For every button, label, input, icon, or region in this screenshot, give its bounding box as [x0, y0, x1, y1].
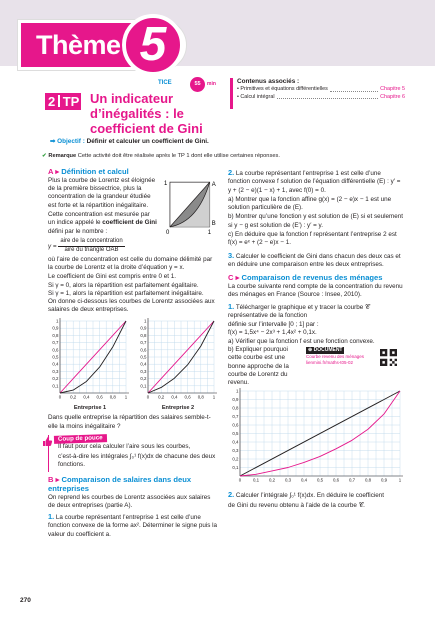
x-tick-label: 0,5 — [316, 477, 324, 483]
question-text: La courbe représentant l’entreprise 1 est celle d’une fonction convexe f solution de l’équation différentielle (E) : y′ = y + (2 − e)(1 − x) + 1, avec f(0) = 0. — [228, 170, 401, 194]
numerator: aire de la concentration — [58, 238, 124, 247]
document-tag: ⊕ DOCUMENT — [308, 347, 343, 354]
x-tick-label: 0,8 — [109, 394, 116, 400]
theme-number: 5 — [122, 14, 184, 76]
y-tick-label: 0,4 — [52, 361, 59, 367]
paragraph: Si γ = 0, alors la répartition est parfaitement égalitaire. — [48, 281, 199, 289]
y-tick-label: 1 — [144, 318, 147, 324]
question — [228, 490, 404, 500]
section-letter: B — [48, 475, 54, 485]
section-a-title — [48, 168, 218, 177]
section-title-text: Comparaison de revenus des ménages — [241, 273, 383, 283]
contenus-item-label: • Calcul intégral — [237, 93, 275, 100]
check-icon: ✔ — [42, 153, 47, 159]
y-tick-label: 1 — [236, 388, 239, 394]
y-tick-label: 0,7 — [232, 414, 239, 420]
left-column — [48, 168, 218, 540]
remarque-text: Cette activité doit être réalisée après le TP 1 dont elle utilise certaines réponses. — [77, 153, 280, 159]
dot-leader — [330, 86, 378, 91]
sub-question-line: revenu. — [228, 379, 250, 387]
x-tick-label: 0 — [58, 394, 62, 400]
y-tick-label: 0,1 — [232, 465, 239, 471]
question-line: définie sur l’intervalle [0 ; 1] par : — [228, 321, 319, 329]
fraction — [58, 238, 124, 255]
label-y-one: 1 — [164, 180, 168, 187]
x-tick-label: 0,6 — [184, 394, 191, 400]
section-c-title — [228, 274, 404, 283]
x-tick-label: 1 — [212, 394, 216, 400]
question-line: de Gini du revenu obtenu à l’aide de la courbe 𝒞. — [228, 501, 365, 509]
y-tick-label: 0,7 — [140, 339, 147, 345]
denominator: aire du triangle OAB — [64, 246, 119, 253]
document-link[interactable]: Courbe revenu des ménages lienmini.fr/maths-t05-02 — [306, 354, 365, 365]
label-origin: 0 — [166, 229, 170, 236]
sub-question-line: courbe de Lorentz du — [228, 370, 288, 378]
dot-leader — [277, 94, 379, 99]
x-tick-label: 1 — [124, 394, 128, 400]
question-number: 1. — [48, 512, 55, 522]
x-tick-label: 0,1 — [252, 477, 260, 483]
chart-entreprise-2 — [136, 316, 220, 402]
chart-entreprise-1 — [48, 316, 132, 402]
section-a-text — [48, 177, 157, 237]
tp-label: TP — [62, 94, 80, 109]
question: Dans quelle entreprise la répartition des salaires semble-t-elle la moins inégalitaire ? — [48, 414, 211, 430]
x-tick-label: 0,4 — [83, 394, 90, 400]
y-tick-label: 0,6 — [140, 346, 147, 352]
document-box[interactable] — [306, 346, 404, 386]
question — [48, 512, 218, 539]
contenus-item[interactable] — [237, 94, 405, 101]
y-tick-label: 0,8 — [232, 405, 239, 411]
y-tick-label: 0,3 — [52, 368, 59, 374]
paragraph: Si γ = 1, alors la répartition est parfaitement inégalitaire. — [48, 289, 204, 297]
x-tick-label: 0,6 — [96, 394, 103, 400]
function-def: f(x) = 1,5x⁴ − 2x³ + 1,4x² + 0,1x. — [228, 329, 317, 337]
revenu-menages-chart — [228, 387, 404, 485]
sub-question-line: b) Expliquer pourquoi — [228, 346, 288, 354]
timer-unit: min — [207, 81, 216, 87]
question-number: 3. — [228, 250, 235, 260]
text: Cette concentration est mesurée par un indice appelé le — [48, 210, 150, 227]
section-letter: A — [48, 167, 54, 176]
contenus-item-label: • Primitives et équations différentielles — [237, 86, 328, 93]
paragraph: On reprend les courbes de Lorentz associées aux salaires de deux entreprises (partie A). — [48, 493, 211, 509]
triangle-icon: ▸ — [55, 475, 60, 485]
y-tick-label: 0,2 — [232, 456, 239, 462]
sub-question: a) Vérifier que la fonction f est une fonction convexe. — [228, 337, 375, 345]
right-column — [228, 168, 404, 511]
question-number: 2. — [228, 168, 235, 177]
coup-de-pouce-box — [48, 435, 218, 472]
sub-question-b-block — [228, 346, 404, 386]
y-tick-label: 0,5 — [140, 354, 147, 360]
x-tick-label: 0,6 — [332, 477, 340, 483]
contenus-item[interactable] — [237, 86, 405, 93]
x-tick-label: 0,8 — [197, 394, 204, 400]
question — [228, 168, 404, 195]
gini-formula — [48, 238, 218, 255]
y-tick-label: 0,2 — [52, 375, 59, 381]
y-tick-label: 0,4 — [140, 361, 147, 367]
chart-caption: Entreprise 1 — [73, 404, 107, 411]
paragraph: La courbe suivante rend compte de la concentration du revenu des ménages en France (Source : Insee, 2010). — [228, 282, 403, 299]
x-tick-label: 0,7 — [348, 477, 356, 483]
paragraph: Le coefficient de Gini est compris entre 0 et 1. — [48, 273, 176, 281]
sub-question-line: cette courbe est une — [228, 354, 286, 362]
x-tick-label: 0 — [146, 394, 150, 400]
tp-title: Un indicateur d’inégalités : le coefficient de Gini — [90, 91, 203, 137]
objectif-label: Objectif : — [57, 138, 85, 145]
question — [228, 302, 404, 321]
y-tick-label: 0,8 — [140, 332, 147, 338]
timer-badge: 55 — [190, 77, 205, 92]
question-number: 1. — [228, 301, 235, 311]
tp-separator — [58, 95, 60, 107]
x-tick-label: 0,9 — [380, 477, 388, 483]
contenus-title: Contenus associés : — [237, 78, 300, 85]
sub-question: b) Montrer qu’une fonction y est solution de (E) si et seulement si y − g est solution de (E′) : y′ = y. — [228, 213, 404, 229]
y-tick-label: 0,6 — [232, 422, 239, 428]
label-a: A — [212, 181, 217, 188]
sub-question: a) Montrer que la fonction affine g(x) = (2 − e)x − 1 est une solution particulière de (E). — [228, 195, 392, 212]
x-tick-label: 0,2 — [70, 394, 77, 400]
objectif-line — [50, 138, 209, 146]
y-tick-label: 0,5 — [52, 354, 59, 360]
paragraph: où l’aire de concentration est celle du domaine délimité par la courbe de Lorentz et la droite d’équation y = x. — [48, 255, 213, 271]
paragraph: Plus la courbe de Lorentz est éloignée de la première bissectrice, plus la concentration de la grandeur étudiée est forte et la répartition inégalitaire. — [48, 176, 156, 209]
question-text: La courbe représentant l’entreprise 1 est celle d’une fonction convexe de la forme ax². Déterminer le signe puis la valeur du coefficient a. — [48, 514, 218, 538]
y-tick-label: 0,9 — [52, 325, 59, 331]
y-tick-label: 0,8 — [52, 332, 59, 338]
page-number: 270 — [20, 597, 31, 604]
y-tick-label: 0,7 — [52, 339, 59, 345]
objectif-text: Définir et calculer un coefficient de Gini. — [86, 138, 209, 145]
remarque-line — [42, 153, 280, 161]
question-text: Calculer l’intégrale ∫₀¹ f(x)dx. En déduire le coefficient — [235, 492, 384, 500]
y-tick-label: 0,2 — [140, 375, 147, 381]
x-tick-label: 0,2 — [268, 477, 276, 483]
sub-question-line: bonne approche de la — [228, 362, 289, 370]
x-tick-label: 0,4 — [171, 394, 178, 400]
tp-number-box — [45, 93, 81, 110]
question-text: Calculer le coefficient de Gini dans chacun des deux cas et en déduire une comparaison entre les deux entreprises. — [228, 252, 401, 268]
question — [228, 251, 404, 270]
section-b-title — [48, 476, 218, 493]
label-b: B — [212, 220, 217, 227]
hint-line: c’est-à-dire les intégrales ∫₀¹ f(x)dx de chacune des deux fonctions. — [58, 452, 216, 468]
y-tick-label: 0,5 — [232, 431, 239, 437]
thumbs-up-icon — [41, 435, 53, 447]
theme-label: Thème — [36, 30, 121, 60]
coup-de-pouce-tag: Coup de pouce — [54, 434, 107, 444]
chapter-link[interactable]: Chapitre 5 — [380, 86, 405, 93]
remarque-label: Remarque — [48, 153, 77, 159]
question-text: Télécharger le graphique et y tracer la courbe 𝒞 représentative de la fonction — [228, 303, 370, 319]
text: défini par le nombre : — [48, 227, 108, 235]
chapter-link[interactable]: Chapitre 6 — [380, 93, 405, 100]
x-tick-label: 0,2 — [158, 394, 165, 400]
x-tick-label: 1 — [398, 477, 402, 483]
triangle-icon: ▸ — [55, 167, 60, 176]
y-tick-label: 0,1 — [52, 382, 59, 388]
contenus-associes-box — [230, 78, 405, 109]
tice-badge: TICE — [158, 80, 172, 86]
document-tag-text: DOCUMENT — [313, 347, 343, 354]
y-tick-label: 0,9 — [232, 397, 239, 403]
y-tick-label: 0,9 — [140, 325, 147, 331]
section-a-intro — [48, 177, 218, 237]
y-tick-label: 1 — [56, 318, 59, 324]
x-tick-label: 0,3 — [284, 477, 292, 483]
hint-line: Il faut pour cela calculer l’aire sous les courbes, — [58, 443, 191, 451]
lorentz-figure — [160, 177, 218, 237]
arrow-right-icon: ➡ — [50, 138, 56, 145]
y-tick-label: 0,6 — [52, 346, 59, 352]
tp-number: 2 — [48, 94, 56, 109]
chart-caption: Entreprise 2 — [161, 404, 195, 411]
label-x-one: 1 — [208, 229, 212, 236]
chart-entreprise-2-wrap — [136, 316, 220, 413]
term: coefficient de Gini — [102, 219, 157, 227]
y-tick-label: 0,3 — [232, 448, 239, 454]
chart-entreprise-1-wrap — [48, 316, 132, 413]
qr-code-icon[interactable] — [380, 349, 397, 366]
paragraph: On donne ci-dessous les courbes de Lorentz associées aux salaires de deux entreprises. — [48, 298, 215, 314]
triangle-icon: ▸ — [235, 273, 240, 283]
section-letter: C — [228, 273, 234, 283]
formula-lhs: γ = — [48, 242, 57, 250]
paragraph — [48, 211, 157, 236]
x-tick-label: 0,4 — [300, 477, 308, 483]
x-tick-label: 0 — [238, 477, 242, 483]
section-title-text: Définition et calcul — [61, 167, 129, 176]
question-number: 2. — [228, 490, 235, 500]
sub-question: c) En déduire que la fonction f représentant l’entreprise 2 est f(x) = eˣ + (2 − e)x − 1. — [228, 231, 397, 247]
y-tick-label: 0,4 — [232, 439, 239, 445]
y-tick-label: 0,3 — [140, 368, 147, 374]
x-tick-label: 0,8 — [364, 477, 372, 483]
y-tick-label: 0,1 — [140, 382, 147, 388]
section-title-text: Comparaison de salaires dans deux entreprises — [48, 475, 192, 493]
charts-row — [48, 316, 218, 413]
